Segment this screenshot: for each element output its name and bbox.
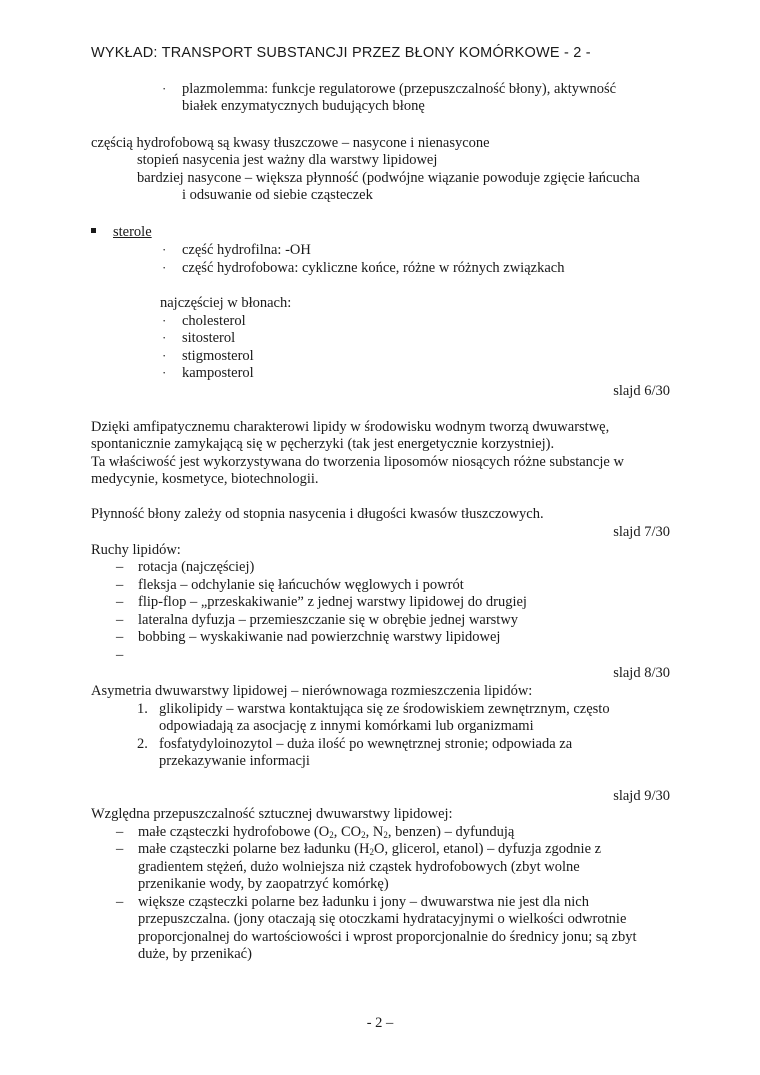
lipid-motion-item: rotacja (najczęściej)	[138, 559, 255, 575]
asymmetry-item-2-line-2: przekazywanie informacji	[159, 753, 310, 769]
amphipathic-line-2: spontanicznie zamykającą się w pęcherzyki (tak jest energetycznie korzystniej).	[91, 436, 555, 452]
bullet-dot: ·	[162, 313, 167, 328]
bullet-dash: –	[116, 612, 124, 628]
amphipathic-line-4: medycynie, kosmetyce, biotechnologii.	[91, 471, 319, 487]
hydrophobic-line-4: i odsuwanie od siebie cząsteczek	[182, 187, 373, 203]
bullet-dash: –	[116, 629, 124, 645]
amphipathic-line-3: Ta właściwość jest wykorzystywana do tworzenia liposomów niosących różne substancje w	[91, 454, 624, 470]
list-number: 1.	[137, 701, 148, 717]
slide-number: slajd 6/30	[613, 383, 670, 399]
sterol-item: stigmosterol	[182, 348, 254, 364]
sterole-hydrophobic: część hydrofobowa: cykliczne końce, różne w różnych związkach	[182, 260, 565, 276]
permeability-item-polar-line-2: gradientem stężeń, dużo wolniejsza niż cząstek hydrofobowych (zbyt wolne	[138, 859, 580, 875]
lipid-motion-item: fleksja – odchylanie się łańcuchów węglowych i powrót	[138, 577, 464, 593]
bullet-dash: –	[116, 559, 124, 575]
sterol-item: kamposterol	[182, 365, 254, 381]
list-number: 2.	[137, 736, 148, 752]
slide-number: slajd 9/30	[613, 788, 670, 804]
sterol-item: cholesterol	[182, 313, 246, 329]
asymmetry-item-1-line-2: odpowiadają za asocjację z innymi komórkami lub organizmami	[159, 718, 534, 734]
bullet-dot: ·	[162, 365, 167, 380]
sterol-item: sitosterol	[182, 330, 236, 346]
bullet-dash: –	[116, 577, 124, 593]
sterole-most-common-label: najczęściej w błonach:	[160, 295, 292, 311]
lipid-motion-item: bobbing – wyskakiwanie nad powierzchnię warstwy lipidowej	[138, 629, 501, 645]
sterole-title: sterole	[113, 224, 152, 240]
permeability-item-ions-line-4: duże, by przenikać)	[138, 946, 252, 962]
bullet-dot: ·	[162, 330, 167, 345]
fluidity-text: Płynność błony zależy od stopnia nasycenia i długości kwasów tłuszczowych.	[91, 506, 544, 522]
bullet-dash: –	[116, 647, 124, 663]
bullet-dot: ·	[162, 81, 167, 96]
square-bullet-icon	[91, 228, 96, 233]
permeability-item-ions-line-2: przepuszczalna. (jony otaczają się otoczkami hydratacyjnymi o wielkości odwrotnie	[138, 911, 627, 927]
bullet-dash: –	[116, 594, 124, 610]
hydrophobic-line-3: bardziej nasycone – większa płynność (podwójne wiązanie powoduje zgięcie łańcucha	[137, 170, 640, 186]
bullet-dash: –	[116, 824, 124, 840]
asymmetry-item-2-line-1: fosfatydyloinozytol – duża ilość po wewnętrznej stronie; odpowiada za	[159, 736, 573, 752]
plazmolemma-line-2: białek enzymatycznych budujących błonę	[182, 98, 425, 114]
bullet-dot: ·	[162, 348, 167, 363]
slide-number: slajd 8/30	[613, 665, 670, 681]
permeability-item-ions-line-3: proporcjonalnej do wartościowości i wprost proporcjonalnie do średnicy jonu; są zbyt	[138, 929, 637, 945]
amphipathic-line-1: Dzięki amfipatycznemu charakterowi lipidy w środowisku wodnym tworzą dwuwarstwę,	[91, 419, 610, 435]
hydrophobic-line-2: stopień nasycenia jest ważny dla warstwy lipidowej	[137, 152, 438, 168]
sterole-hydrophilic: część hydrofilna: -OH	[182, 242, 311, 258]
lipid-motion-item: flip-flop – „przeskakiwanie” z jednej warstwy lipidowej do drugiej	[138, 594, 527, 610]
bullet-dash: –	[116, 841, 124, 857]
permeability-item-polar-line-3: przenikanie wody, by zaopatrzyć komórkę)	[138, 876, 389, 892]
bullet-dot: ·	[162, 242, 167, 257]
page-footer: - 2 –	[366, 1015, 394, 1031]
permeability-item-polar-line-1: małe cząsteczki polarne bez ładunku ($H_2O$, glicerol, etanol) – dyfuzja zgodnie z	[138, 841, 602, 857]
plazmolemma-line-1: plazmolemma: funkcje regulatorowe (przepuszczalność błony), aktywność	[182, 81, 617, 97]
lipid-motion-item: lateralna dyfuzja – przemieszczanie się w obrębie jednej warstwy	[138, 612, 519, 628]
lipid-motion-title: Ruchy lipidów:	[91, 542, 181, 558]
hydrophobic-line-1: częścią hydrofobową są kwasy tłuszczowe – nasycone i nienasycone	[91, 135, 490, 151]
permeability-title: Względna przepuszczalność sztucznej dwuwarstwy lipidowej:	[91, 806, 453, 822]
slide-number: slajd 7/30	[613, 524, 670, 540]
asymmetry-item-1-line-1: glikolipidy – warstwa kontaktująca się ze środowiskiem zewnętrznym, często	[159, 701, 610, 717]
permeability-item-ions-line-1: większe cząsteczki polarne bez ładunku i jony – dwuwarstwa nie jest dla nich	[138, 894, 589, 910]
bullet-dot: ·	[162, 260, 167, 275]
permeability-item-hydrophobic: małe cząsteczki hydrofobowe ($O_2$, $CO_2$, $N_2$, benzen) – dyfundują	[138, 824, 515, 840]
asymmetry-title: Asymetria dwuwarstwy lipidowej – nierównowaga rozmieszczenia lipidów:	[91, 683, 533, 699]
bullet-dash: –	[116, 894, 124, 910]
page-header: WYKŁAD: TRANSPORT SUBSTANCJI PRZEZ BŁONY KOMÓRKOWE - 2 -	[91, 45, 591, 61]
